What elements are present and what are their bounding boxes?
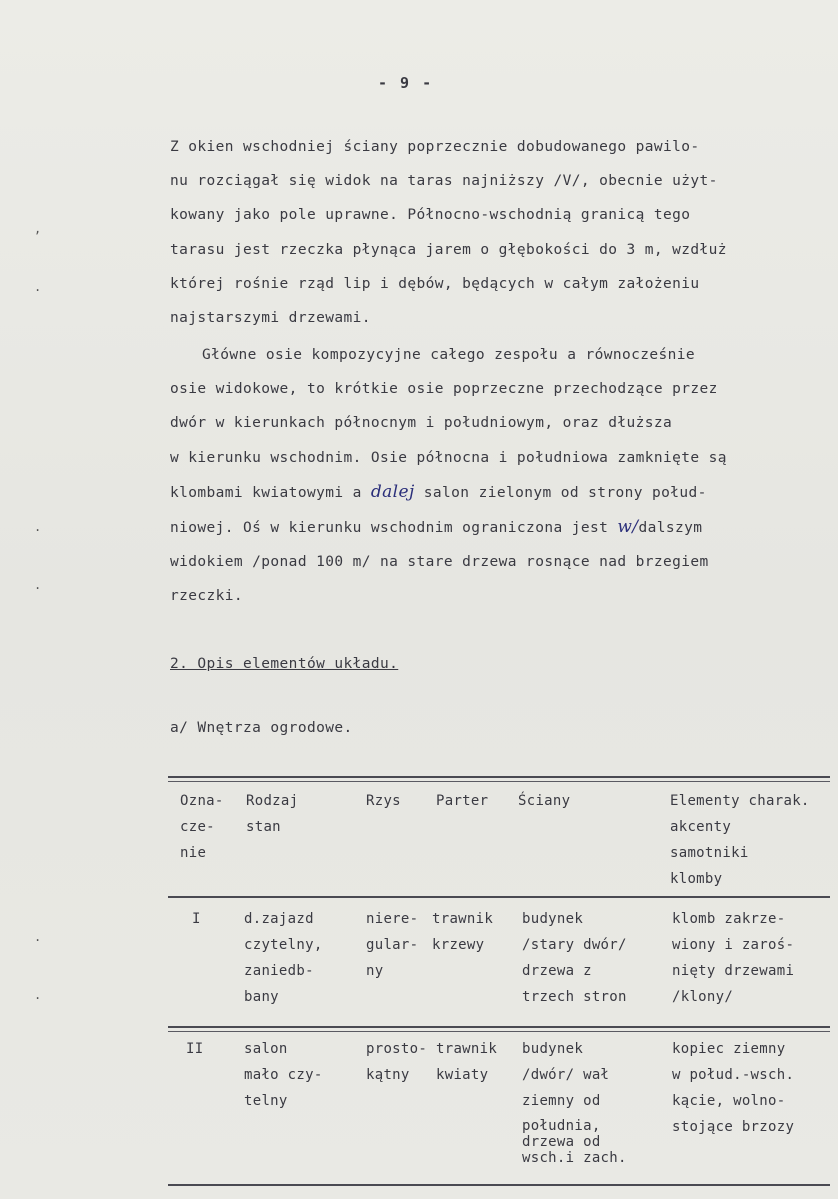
table-bottom-rule (168, 1184, 830, 1186)
margin-mark: . (34, 520, 42, 534)
margin-mark: . (34, 930, 42, 944)
text-line: nu rozciągał się widok na taras najniższy /V/, obecnie użyt- (170, 173, 718, 190)
text-fragment: dalszym (638, 520, 703, 537)
margin-mark: . (34, 988, 42, 1002)
text-line (170, 475, 820, 510)
text-line: rzeczki. (170, 588, 244, 605)
table-cell: d.zajazd czytelny, zaniedb- bany (244, 911, 323, 1005)
table-header-cell: Ściany (518, 793, 571, 809)
table-header-cell: Elementy charak. akcenty samotniki klomby (670, 793, 810, 887)
text-line: widokiem /ponad 100 m/ na stare drzewa rosnące nad brzegiem (170, 554, 709, 571)
paragraph-axes (170, 338, 820, 614)
table-row-rule (168, 1026, 830, 1028)
margin-mark: . (34, 578, 42, 592)
text-line: której rośnie rząd lip i dębów, będących w całym założeniu (170, 275, 700, 292)
table-cell: południa, drzewa od wsch.i zach. (522, 1118, 627, 1166)
margin-mark: , (34, 222, 42, 236)
table-cell: trawnik kwiaty (436, 1041, 498, 1083)
table-cell: prosto- kątny (366, 1041, 428, 1083)
text-fragment: niowej. Oś w kierunku wschodnim ograniczona jest (170, 520, 618, 537)
text-line: w kierunku wschodnim. Osie północna i południowa zamknięte są (170, 449, 727, 466)
margin-mark: . (34, 280, 42, 294)
handwritten-correction: dalej (370, 481, 415, 502)
table-cell: budynek /stary dwór/ drzewa z trzech stron (522, 911, 627, 1005)
table-cell: salon mało czy- telny (244, 1041, 323, 1109)
table-row-rule (168, 1031, 830, 1032)
table-cell: I (192, 911, 201, 927)
table-header-cell: Parter (436, 793, 489, 809)
text-line: osie widokowe, to krótkie osie poprzeczne przechodzące przez (170, 381, 718, 398)
table-header-cell: Rodzaj stan (246, 793, 299, 835)
text-line: dwór w kierunkach północnym i południowym, oraz dłuższa (170, 415, 673, 432)
table-top-rule (168, 776, 830, 778)
table-cell: klomb zakrze- wiony i zaroś- nięty drzewami /klony/ (672, 911, 795, 1005)
paragraph-views (170, 130, 820, 335)
table-header-rule (168, 896, 830, 898)
handwritten-correction: w/ (617, 517, 639, 538)
text-fragment: salon zielonym od strony połud- (414, 484, 707, 501)
table-cell: II (186, 1041, 204, 1057)
text-line: najstarszymi drzewami. (170, 310, 371, 327)
table-cell: niere- gular- ny (366, 911, 419, 979)
table-header-cell: Rzys (366, 793, 401, 809)
page-number: - 9 - (378, 74, 434, 92)
table-cell: kopiec ziemny w połud.-wsch. kącie, wolno- stojące brzozy (672, 1041, 795, 1135)
table-cell: trawnik krzewy (432, 911, 494, 953)
text-line (170, 510, 820, 545)
table-header-cell: Ozna- cze- nie (180, 793, 224, 861)
text-line: Z okien wschodniej ściany poprzecznie dobudowanego pawilo- (170, 139, 700, 155)
text-line: Główne osie kompozycyjne całego zespołu a równocześnie (202, 347, 696, 363)
subsection-heading: a/ Wnętrza ogrodowe. (170, 720, 353, 736)
text-line: tarasu jest rzeczka płynąca jarem o głębokości do 3 m, wzdłuż (170, 241, 727, 258)
text-line: kowany jako pole uprawne. Północno-wschodnią granicą tego (170, 207, 691, 224)
table-top-rule (168, 781, 830, 782)
table-cell: budynek /dwór/ wał ziemny od (522, 1041, 610, 1109)
text-fragment: klombami kwiatowymi a (170, 484, 371, 501)
section-heading: 2. Opis elementów układu. (170, 656, 399, 672)
